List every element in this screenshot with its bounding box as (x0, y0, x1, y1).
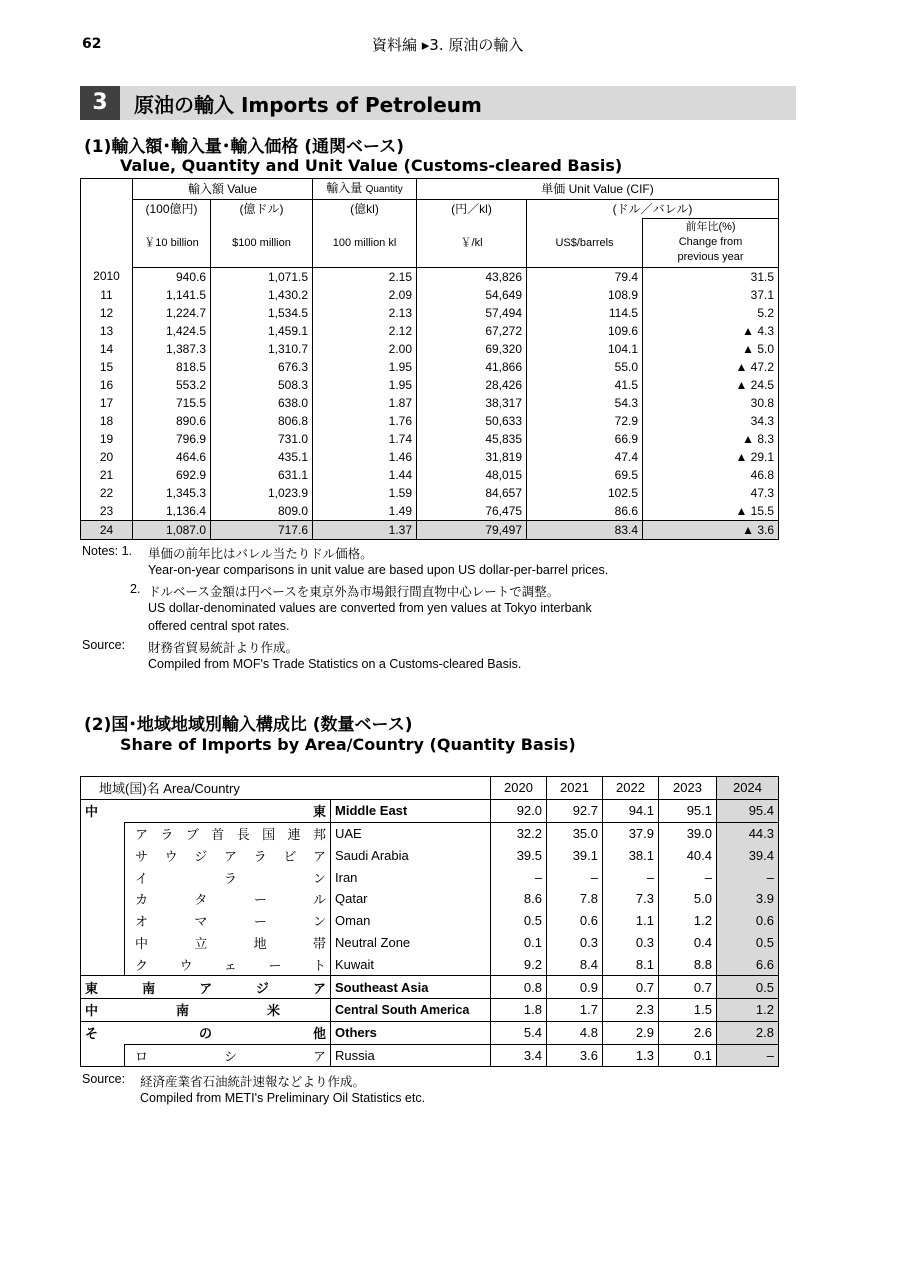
table-row: 11 1,141.5 1,430.2 2.09 54,649 108.9 37.1 (81, 286, 779, 304)
share-by-country-table (80, 776, 779, 1067)
header-unit-value: 単価 Unit Value (CIF) (417, 179, 779, 200)
part1-title-jp: (1)輸入額･輸入量･輸入価格 (通関ベース) (84, 137, 404, 157)
section-number: 3 (80, 86, 120, 120)
note2-en-1: US dollar-denominated values are converted from yen values at Tokyo interbank (148, 601, 592, 615)
table-row: アラブ首長国連邦 UAE 32.2 35.0 37.9 39.0 44.3 (81, 822, 779, 844)
table-row: サウジアラビア Saudi Arabia 39.5 39.1 38.1 40.4 39.4 (81, 844, 779, 866)
table-row: 16 553.2 508.3 1.95 28,426 41.5 ▲ 24.5 (81, 376, 779, 394)
note1-en: Year-on-year comparisons in unit value are based upon US dollar-per-barrel prices. (148, 563, 609, 577)
table-row: オマーン Oman 0.5 0.6 1.1 1.2 0.6 (81, 910, 779, 932)
table-row: イラン Iran – – – – – (81, 866, 779, 888)
unit-yen-kl: (円／kl) (417, 200, 527, 219)
table-row: 17 715.5 638.0 1.87 38,317 54.3 30.8 (81, 394, 779, 412)
source2-label: Source: (82, 1072, 126, 1086)
unit-en-kl: 100 million kl (313, 219, 417, 268)
table-row: その他 Others 5.4 4.8 2.9 2.6 2.8 (81, 1021, 779, 1044)
table-row: 12 1,224.7 1,534.5 2.13 57,494 114.5 5.2 (81, 304, 779, 322)
header-change: 前年比(%) Change from previous year (643, 219, 779, 268)
table-row: 中立地帯 Neutral Zone 0.1 0.3 0.3 0.4 0.5 (81, 932, 779, 954)
section-title: 原油の輸入 Imports of Petroleum (134, 93, 482, 117)
table-row: 中東 Middle East 92.0 92.7 94.1 95.1 95.4 (81, 799, 779, 822)
table-row: 20 464.6 435.1 1.46 31,819 47.4 ▲ 29.1 (81, 448, 779, 466)
running-head: 資料編 ▸3. 原油の輸入 (372, 36, 524, 54)
source1-jp: 財務省貿易統計より作成。 (148, 641, 299, 655)
part2-title-en: Share of Imports by Area/Country (Quantity Basis) (120, 735, 576, 754)
area-country-header: 地域(国)名 Area/Country (81, 777, 491, 800)
table-row: 15 818.5 676.3 1.95 41,866 55.0 ▲ 47.2 (81, 358, 779, 376)
table-row: 21 692.9 631.1 1.44 48,015 69.5 46.8 (81, 466, 779, 484)
table-row: 中南米 Central South America 1.8 1.7 2.3 1.5 1.2 (81, 998, 779, 1021)
page-number: 62 (82, 36, 102, 52)
unit-en-dollar: $100 million (211, 219, 313, 268)
table-row: 14 1,387.3 1,310.7 2.00 69,320 104.1 ▲ 5.0 (81, 340, 779, 358)
source1-en: Compiled from MOF's Trade Statistics on a Customs-cleared Basis. (148, 657, 522, 671)
note1-jp: 単価の前年比はバレル当たりドル価格。 (148, 547, 373, 561)
header-value: 輸入額 Value (133, 179, 313, 200)
table-row: 13 1,424.5 1,459.1 2.12 67,272 109.6 ▲ 4.3 (81, 322, 779, 340)
source2-jp: 経済産業省石油統計速報などより作成。 (140, 1075, 366, 1089)
part1-title-en: Value, Quantity and Unit Value (Customs-cleared Basis) (120, 156, 623, 175)
table-row: 19 796.9 731.0 1.74 45,835 66.9 ▲ 8.3 (81, 430, 779, 448)
part2-title-jp: (2)国･地域地域別輸入構成比 (数量ベース) (84, 715, 413, 735)
table-header-row: 地域(国)名 Area/Country 2020 2021 2022 2023 2024 (81, 777, 779, 800)
table-row: カタール Qatar 8.6 7.8 7.3 5.0 3.9 (81, 888, 779, 910)
table-row: 東南アジア Southeast Asia 0.8 0.9 0.7 0.7 0.5 (81, 976, 779, 999)
notes-label: Notes: 1. (82, 544, 133, 558)
table-row: クウェート Kuwait 9.2 8.4 8.1 8.8 6.6 (81, 953, 779, 975)
import-value-table (80, 178, 779, 540)
table-row: 24 1,087.0 717.6 1.37 79,497 83.4 ▲ 3.6 (81, 520, 779, 539)
table-row: ロシア Russia 3.4 3.6 1.3 0.1 – (81, 1044, 779, 1067)
source-label: Source: (82, 638, 126, 652)
header-quantity: 輸入量 Quantity (313, 179, 417, 200)
source2-en: Compiled from METI's Preliminary Oil Statistics etc. (140, 1091, 426, 1105)
unit-en-yen-kl: ￥/kl (417, 219, 527, 268)
note2-label: 2. (130, 582, 141, 596)
unit-oku-dollar: (億ドル) (211, 200, 313, 219)
table-row: 23 1,136.4 809.0 1.49 76,475 86.6 ▲ 15.5 (81, 502, 779, 521)
unit-dollar-barrel: (ドル／バレル) (527, 200, 779, 219)
unit-en-yen: ￥10 billion (133, 219, 211, 268)
unit-oku-kl: (億kl) (313, 200, 417, 219)
note2-jp: ドルベース金額は円ベースを東京外為市場銀行間直物中心レートで調整。 (148, 585, 560, 599)
unit-100oku-yen: (100億円) (133, 200, 211, 219)
table-row: 18 890.6 806.8 1.76 50,633 72.9 34.3 (81, 412, 779, 430)
note2-en-2: offered central spot rates. (148, 619, 290, 633)
table-row: 22 1,345.3 1,023.9 1.59 84,657 102.5 47.3 (81, 484, 779, 502)
table-row: 2010 940.6 1,071.5 2.15 43,826 79.4 31.5 (81, 267, 779, 286)
unit-en-usd-barrel: US$/barrels (527, 219, 643, 268)
